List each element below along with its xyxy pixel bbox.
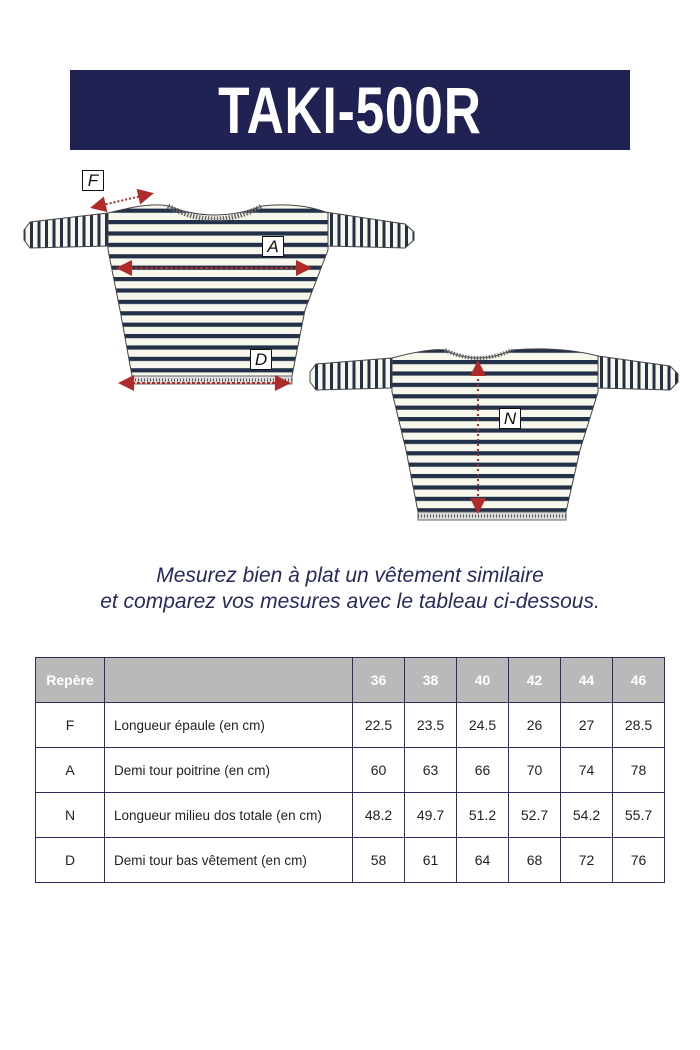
size-table [35, 657, 665, 883]
cell-value: 23.5 [405, 703, 457, 748]
cell-value: 22.5 [353, 703, 405, 748]
cell-value: 78 [613, 748, 665, 793]
header-size: 46 [613, 658, 665, 703]
header-size: 42 [509, 658, 561, 703]
cell-value: 74 [561, 748, 613, 793]
cell-value: 58 [353, 838, 405, 883]
row-label: Demi tour bas vêtement (en cm) [105, 838, 353, 883]
table-row [36, 838, 665, 883]
row-label: Longueur épaule (en cm) [105, 703, 353, 748]
measure-F-arrow [94, 194, 150, 207]
title-banner [70, 70, 630, 150]
table-row [36, 703, 665, 748]
garment-diagram [0, 160, 700, 540]
cell-value: 76 [613, 838, 665, 883]
row-code: A [36, 748, 105, 793]
cell-value: 63 [405, 748, 457, 793]
label-D: D [250, 349, 272, 370]
label-F: F [82, 170, 104, 191]
cell-value: 61 [405, 838, 457, 883]
header-repere: Repère [36, 658, 105, 703]
cell-value: 64 [457, 838, 509, 883]
header-size: 36 [353, 658, 405, 703]
cell-value: 55.7 [613, 793, 665, 838]
cell-value: 60 [353, 748, 405, 793]
header-description [105, 658, 353, 703]
header-size: 38 [405, 658, 457, 703]
cell-value: 66 [457, 748, 509, 793]
instruction-line-2: et comparez vos mesures avec le tableau ci-dessous. [100, 590, 600, 613]
cell-value: 48.2 [353, 793, 405, 838]
cell-value: 72 [561, 838, 613, 883]
cell-value: 27 [561, 703, 613, 748]
measurement-instructions [0, 563, 700, 615]
row-label: Demi tour poitrine (en cm) [105, 748, 353, 793]
cell-value: 51.2 [457, 793, 509, 838]
label-A: A [262, 236, 284, 257]
garment-illustration [0, 160, 700, 540]
table-row [36, 748, 665, 793]
table-row [36, 793, 665, 838]
cell-value: 54.2 [561, 793, 613, 838]
page-title: TAKI-500R [218, 73, 482, 147]
header-size: 40 [457, 658, 509, 703]
row-label: Longueur milieu dos totale (en cm) [105, 793, 353, 838]
cell-value: 24.5 [457, 703, 509, 748]
label-N: N [499, 408, 521, 429]
back-view [310, 349, 678, 520]
row-code: N [36, 793, 105, 838]
front-view [24, 205, 414, 384]
cell-value: 68 [509, 838, 561, 883]
cell-value: 70 [509, 748, 561, 793]
cell-value: 49.7 [405, 793, 457, 838]
header-size: 44 [561, 658, 613, 703]
cell-value: 52.7 [509, 793, 561, 838]
instruction-line-1: Mesurez bien à plat un vêtement similaire [156, 564, 544, 587]
table-header-row [36, 658, 665, 703]
cell-value: 26 [509, 703, 561, 748]
row-code: D [36, 838, 105, 883]
cell-value: 28.5 [613, 703, 665, 748]
row-code: F [36, 703, 105, 748]
